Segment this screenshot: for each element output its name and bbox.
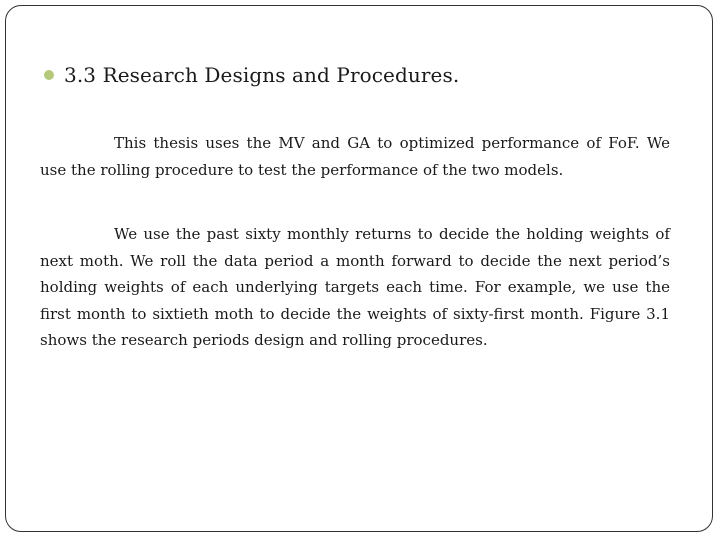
- section-heading: 3.3 Research Designs and Procedures.: [64, 63, 460, 87]
- paragraph-methods: This thesis uses the MV and GA to optimized performance of FoF. We use the rolling procedure to test the performance of the two models.: [40, 134, 670, 179]
- section-heading-row: [44, 63, 459, 87]
- paragraph-rolling-procedure: We use the past sixty monthly returns to decide the holding weights of next moth. We roll the data period a month forward to decide the next period’s holding weights of each underlying targets each time. For example, we use the first month to sixtieth moth to decide the weights of sixty-first month. Figure 3.1 shows the research periods design and rolling procedures.: [40, 225, 670, 349]
- bullet-icon: [44, 70, 54, 80]
